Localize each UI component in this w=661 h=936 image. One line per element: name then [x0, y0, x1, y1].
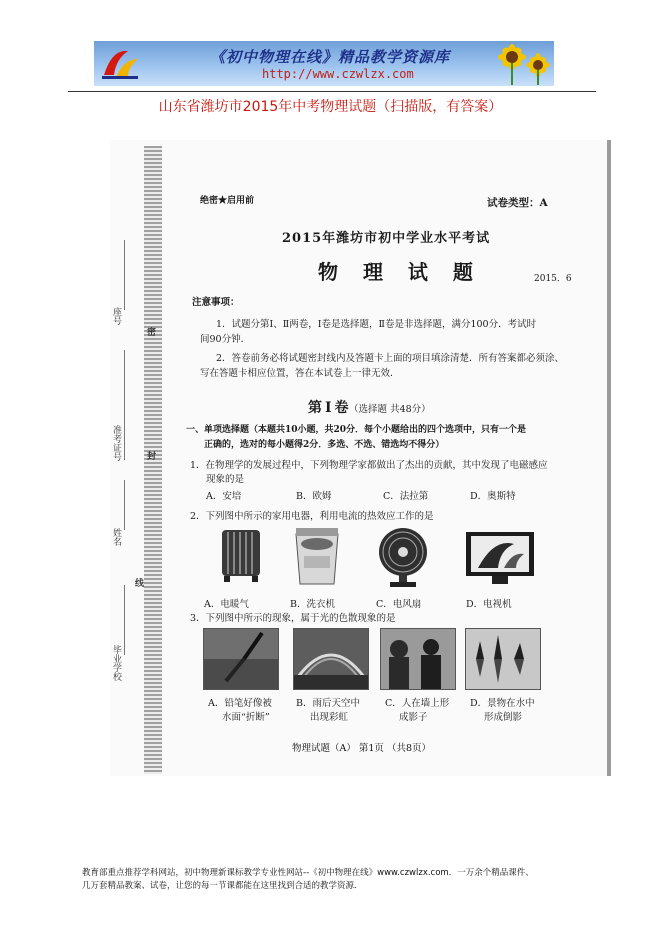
volume-subtitle: （选择题 共48分） [349, 404, 431, 415]
site-footer-line: 教育部重点推荐学科网站，初中物理新课标教学专业性网站--《初中物理在线》www.czwlzx.com．一万余个精品课件、 [82, 868, 534, 878]
question-2-stem: 2．下列图中所示的家用电器，利用电流的热效应工作的是 [190, 511, 434, 522]
volume-title: 第Ⅰ卷 [308, 400, 352, 416]
sunflower-icon [494, 43, 550, 85]
seal-mark: 封 [145, 451, 155, 460]
notice-line: 间90分钟． [200, 334, 251, 345]
q1-option-b: B．欧姆 [296, 491, 332, 502]
seal-mark: 线 [133, 578, 143, 587]
banner-title: 《初中物理在线》精品教学资源库 [210, 48, 451, 66]
seat-number-label: 座号 [111, 307, 121, 325]
exam-page-footer: 物理试题（A） 第1页 （共8页） [292, 743, 431, 754]
banner-url[interactable]: http://www.czwlzx.com [262, 67, 414, 81]
notice-line: 写在答题卡相应位置，答在本试卷上一律无效． [200, 368, 400, 379]
notice-line: 1．试题分第Ⅰ、Ⅱ两卷，Ⅰ卷是选择题，Ⅱ卷是非选择题，满分100分．考试时 [216, 319, 537, 330]
site-logo-icon [98, 45, 142, 83]
q3-option-d: 形成倒影 [484, 712, 523, 723]
exam-id-line [124, 350, 125, 460]
exam-subject: 物 理 试 题 [318, 260, 482, 284]
q3-option-a: A．铅笔好像被 [208, 698, 272, 709]
q2-option-d: D．电视机 [466, 599, 512, 610]
q1-option-c: C．法拉第 [383, 491, 429, 502]
question-1-stem: 现象的是 [206, 474, 245, 485]
paper-type: 试卷类型：A [487, 197, 548, 209]
section-instruction: 一、单项选择题（本题共10小题，共20分．每个小题给出的四个选项中，只有一个是 [186, 425, 527, 435]
q3-option-a: 水面“折断” [222, 712, 270, 723]
notice-line: 2．答卷前务必将试题密封线内及答题卡上面的项目填涂清楚．所有答案都必须涂、 [216, 353, 565, 364]
exam-date: 2015．6 [534, 274, 572, 284]
seal-mark: 密 [145, 327, 155, 336]
q3-option-c: C．人在墙上形 [385, 698, 450, 709]
q3-option-b: B．雨后天空中 [296, 698, 360, 709]
scan-edge [607, 140, 611, 776]
electric-fan-image [376, 526, 430, 588]
q3-option-b: 出现彩虹 [310, 712, 349, 723]
confidential-mark: 绝密★启用前 [200, 196, 255, 206]
binding-margin-strip [144, 146, 162, 774]
school-label: 毕业学校 [111, 645, 121, 681]
site-footer-line: 几万套精品教案、试卷，让您的每一节课都能在这里找到合适的教学资源． [82, 881, 363, 891]
seat-number-line [124, 240, 125, 310]
name-line [124, 480, 125, 530]
section-instruction: 正确的，选对的每小题得2分．多选、不选、错选均不得分） [204, 440, 445, 450]
question-1-stem: 1．在物理学的发展过程中，下列物理学家都做出了杰出的贡献，其中发现了电磁感应 [190, 460, 548, 471]
notice-title: 注意事项： [192, 297, 240, 308]
washing-machine-image [290, 526, 344, 588]
q3-option-c: 成影子 [399, 712, 428, 723]
television-image [464, 530, 536, 586]
water-reflection-image [465, 628, 541, 690]
question-3-stem: 3．下列图中所示的现象，属于光的色散现象的是 [190, 613, 396, 624]
header-banner [94, 41, 554, 86]
pencil-in-water-image [203, 628, 279, 690]
school-line [124, 585, 125, 655]
q2-option-a: A．电暖气 [204, 599, 249, 610]
q1-option-d: D．奥斯特 [470, 491, 516, 502]
q1-option-a: A．安培 [206, 491, 242, 502]
q2-option-c: C．电风扇 [376, 599, 422, 610]
electric-heater-image [218, 526, 264, 586]
q3-option-d: D．景物在水中 [470, 698, 535, 709]
q2-option-b: B．洗衣机 [290, 599, 335, 610]
header-rule [68, 91, 596, 92]
rainbow-image [293, 628, 369, 690]
name-label: 姓名 [111, 528, 121, 546]
wall-shadow-image [380, 628, 456, 690]
exam-name: 2015年潍坊市初中学业水平考试 [282, 231, 491, 246]
exam-id-label: 准考证号 [111, 425, 121, 461]
page-title: 山东省潍坊市2015年中考物理试题（扫描版，有答案） [158, 99, 503, 115]
